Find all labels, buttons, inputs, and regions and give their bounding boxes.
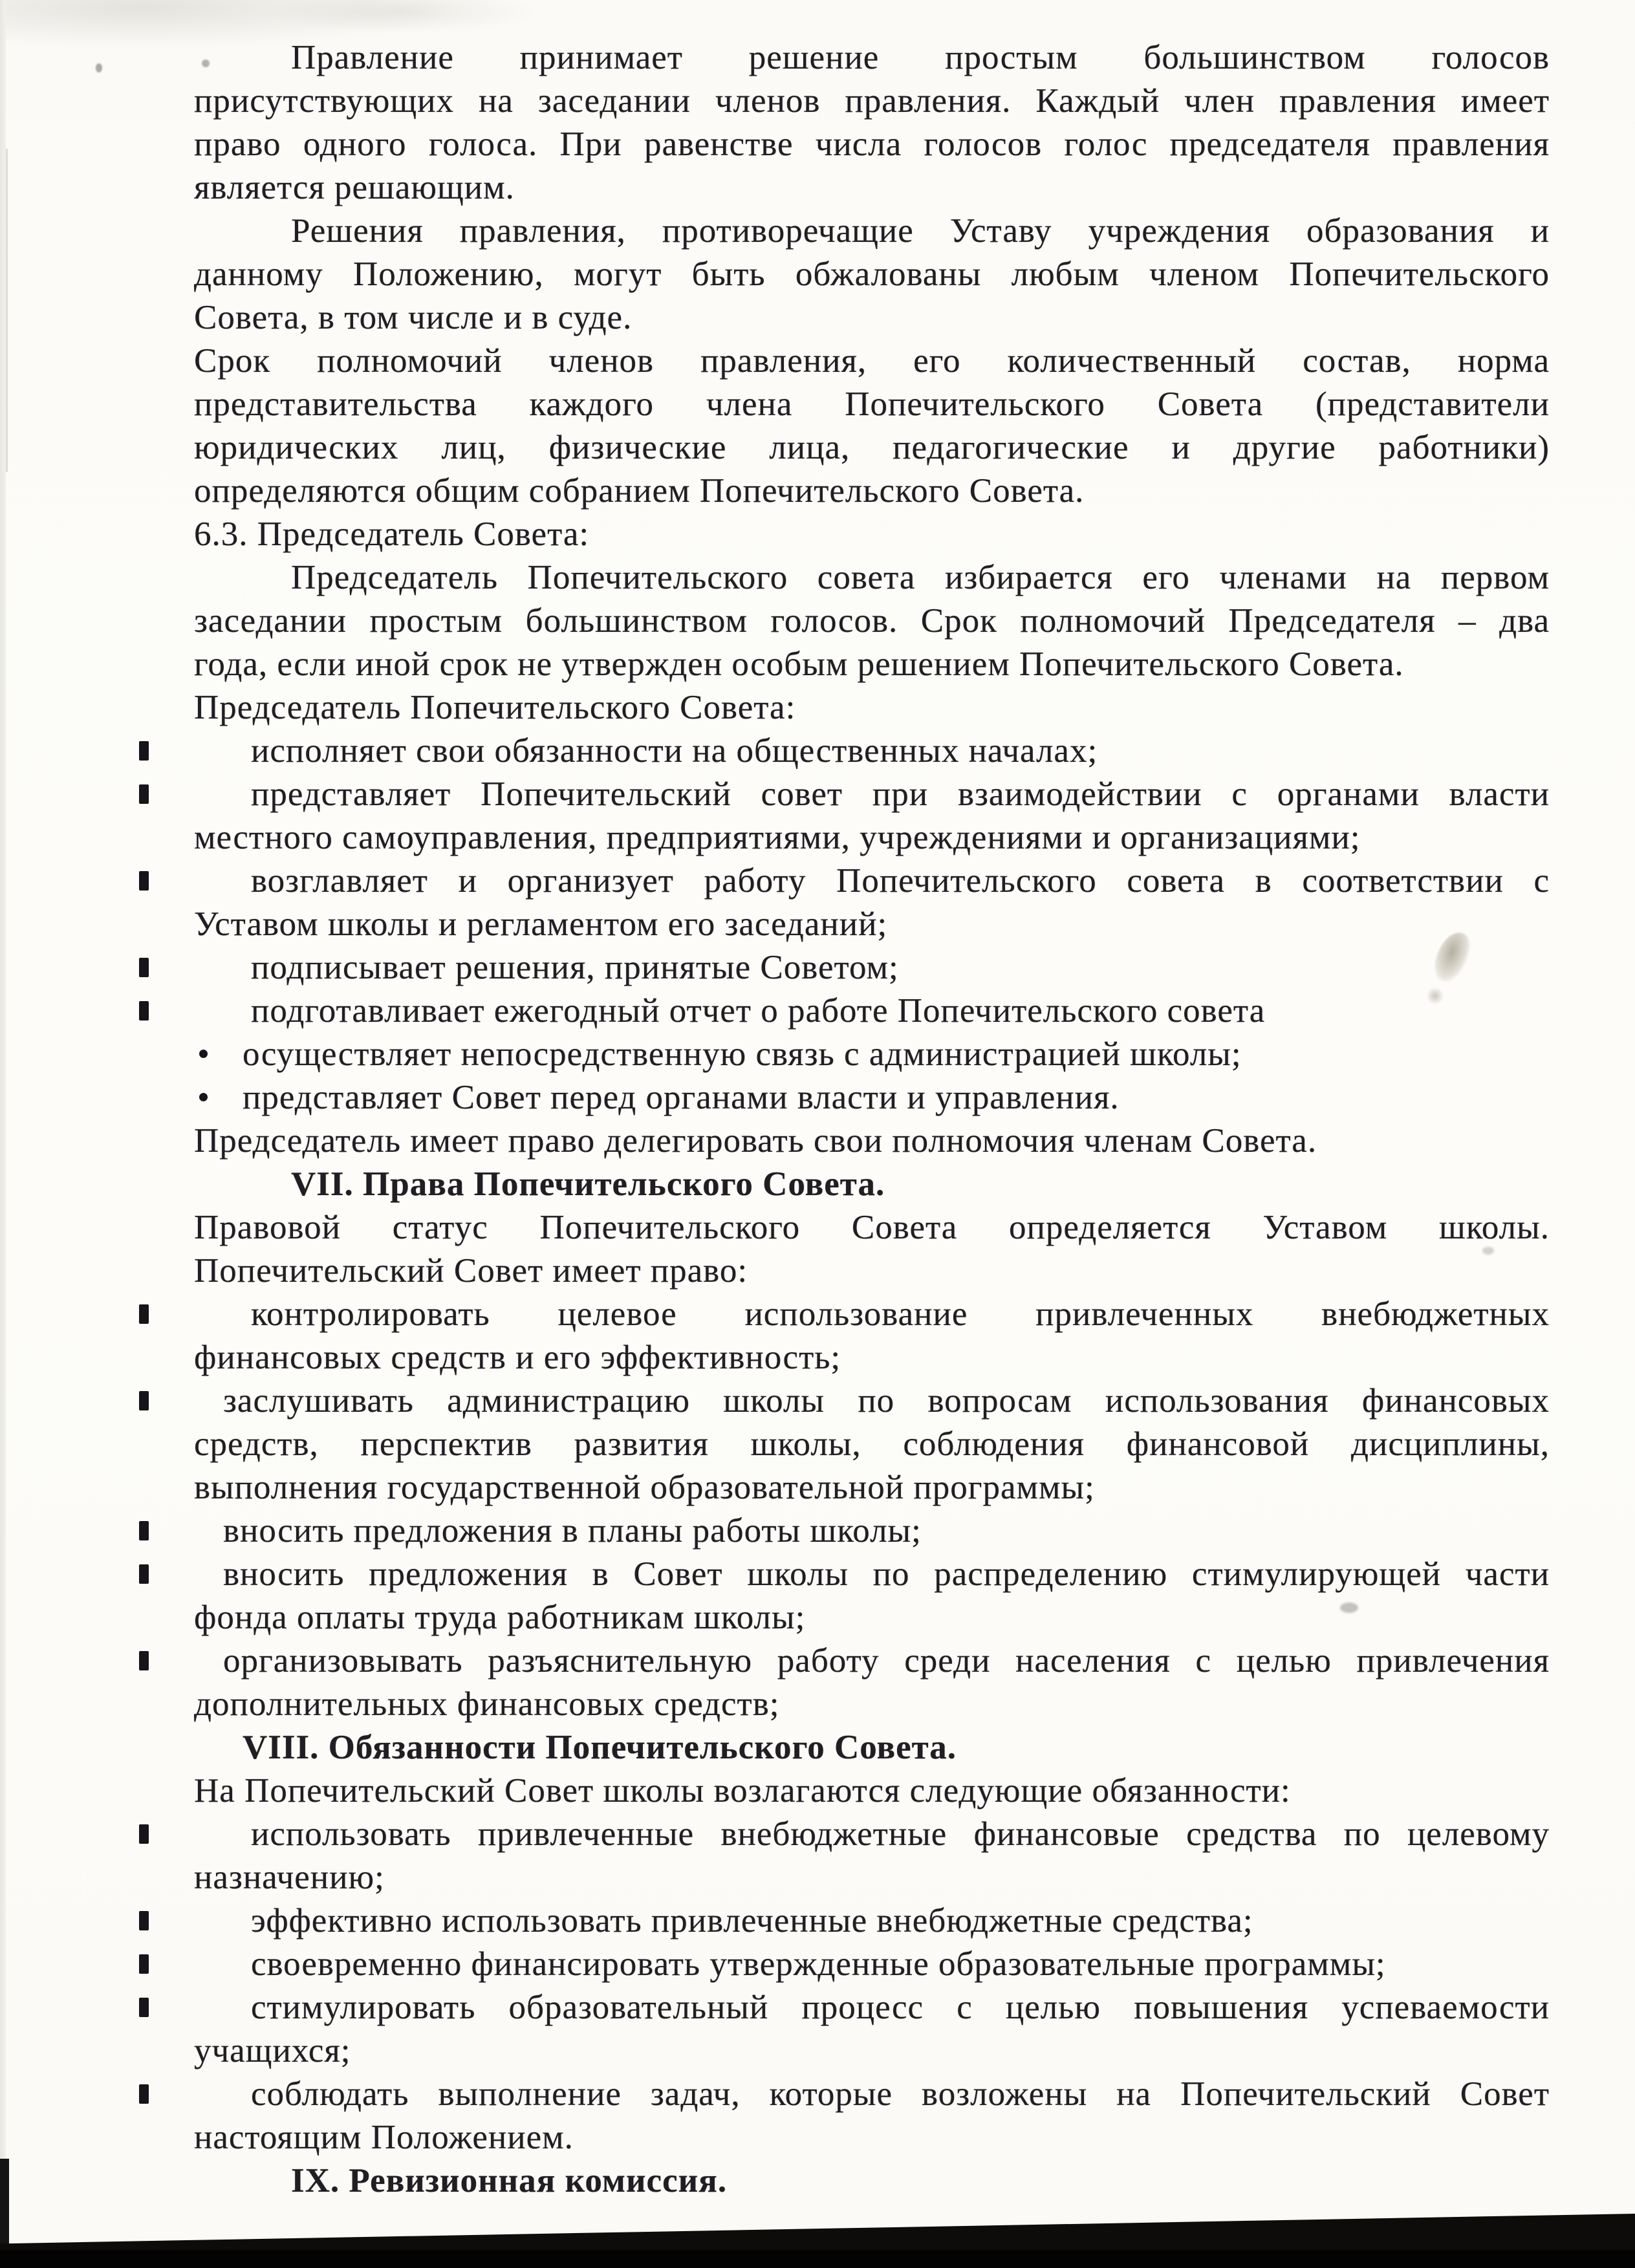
paragraph: [194, 686, 1550, 729]
text-line: финансовых средств и его эффективность;: [194, 1339, 841, 1376]
text-line: VIII. Обязанности Попечительского Совета.: [243, 1729, 957, 1766]
text-line: стимулировать образовательный процесс с целью повышения успеваемости: [251, 1989, 1550, 2026]
text-line: настоящим Положением.: [194, 2119, 574, 2156]
list-item-round: [194, 1033, 1550, 1076]
text-line: представительства каждого члена Попечительского Совета (представители: [194, 385, 1550, 423]
list-item-square: [194, 946, 1550, 989]
paragraph: [194, 1206, 1550, 1293]
text-line: Попечительский Совет имеет право:: [194, 1252, 748, 1290]
text-line: подготавливает ежегодный отчет о работе Попечительского совета: [251, 992, 1266, 1030]
text-line: IX. Ревизионная комиссия.: [291, 2162, 728, 2199]
text-line: представляет Попечительский совет при взаимодействии с органами власти: [251, 775, 1550, 813]
text-line: своевременно финансировать утвержденные образовательные программы;: [251, 1945, 1386, 1983]
text-line: организовывать разъяснительную работу среди населения с целью привлечения: [223, 1642, 1550, 1679]
list-item-square: [194, 1986, 1550, 2073]
text-line: назначению;: [194, 1859, 385, 1896]
list-item-square: [194, 1899, 1550, 1943]
square-bullet-icon: [139, 958, 149, 977]
text-line: учащихся;: [194, 2032, 351, 2069]
text-line: 6.3. Председатель Совета:: [194, 515, 590, 553]
text-line: Председатель имеет право делегировать свои полномочия членам Совета.: [194, 1122, 1317, 1160]
text-line: юридических лиц, физические лица, педагогические и другие работники): [194, 429, 1550, 466]
text-line: Председатель Попечительского Совета:: [194, 689, 796, 726]
list-item-square: [194, 1553, 1550, 1639]
text-line: заседании простым большинством голосов. Срок полномочий Председателя – два: [194, 602, 1550, 640]
text-line: дополнительных финансовых средств;: [194, 1685, 780, 1723]
list-item-square: [194, 1813, 1550, 1899]
text-line: использовать привлеченные внебюджетные финансовые средства по целевому: [251, 1815, 1550, 1853]
text-line: соблюдать выполнение задач, которые возложены на Попечительский Совет: [251, 2075, 1550, 2113]
text-line: Председатель Попечительского совета избирается его членами на первом: [291, 559, 1550, 596]
text-line: заслушивать администрацию школы по вопросам использования финансовых: [223, 1382, 1550, 1420]
square-bullet-icon: [139, 1954, 149, 1974]
square-bullet-icon: [139, 1304, 149, 1324]
scan-artifact: [6, 149, 8, 472]
paragraph: [194, 340, 1550, 513]
text-line: Срок полномочий членов правления, его количественный состав, норма: [194, 342, 1550, 380]
bottom-scan-band-edge: [0, 2250, 1635, 2268]
text-line: Совета, в том числе и в суде.: [194, 299, 633, 336]
square-bullet-icon: [139, 871, 149, 891]
text-line: местного самоуправления, предприятиями, учреждениями и организациями;: [194, 819, 1361, 856]
text-line: данному Положению, могут быть обжалованы любым членом Попечительского: [194, 255, 1550, 293]
text-line: исполняет свои обязанности на общественных началах;: [251, 732, 1098, 770]
text-line: выполнения государственной образовательной программы;: [194, 1469, 1095, 1506]
square-bullet-icon: [139, 1998, 149, 2017]
section-heading: [194, 1726, 1550, 1769]
paragraph: [194, 556, 1550, 686]
list-item-square: [194, 1379, 1550, 1509]
text-line: присутствующих на заседании членов правления. Каждый член правления имеет: [194, 82, 1550, 120]
square-bullet-icon: [139, 1911, 149, 1930]
square-bullet-icon: [139, 1651, 149, 1670]
text-line: вносить предложения в Совет школы по распределению стимулирующей части: [223, 1555, 1550, 1593]
text-line: фонда оплаты труда работникам школы;: [194, 1599, 806, 1636]
square-bullet-icon: [139, 1564, 149, 1584]
list-item-square: [194, 729, 1550, 773]
text-line: Правовой статус Попечительского Совета определяется Уставом школы.: [194, 1209, 1550, 1246]
list-item-square: [194, 1943, 1550, 1986]
list-item-square: [194, 859, 1550, 946]
section-heading: [194, 2159, 1550, 2203]
text-line: Решения правления, противоречащие Уставу учреждения образования и: [291, 212, 1550, 250]
text-line: На Попечительский Совет школы возлагаются следующие обязанности:: [194, 1772, 1291, 1809]
square-bullet-icon: [139, 1001, 149, 1021]
text-line: представляет Совет перед органами власти и управления.: [243, 1079, 1120, 1116]
paragraph: [194, 210, 1550, 340]
text-line: возглавляет и организует работу Попечительского совета в соответствии с: [251, 862, 1550, 900]
text-line: определяются общим собранием Попечительского Совета.: [194, 472, 1085, 510]
square-bullet-icon: [139, 2084, 149, 2104]
square-bullet-icon: [139, 741, 149, 761]
list-item-square: [194, 1509, 1550, 1553]
list-item-square: [194, 1293, 1550, 1379]
text-line: Правление принимает решение простым большинством голосов: [291, 39, 1550, 76]
list-item-square: [194, 989, 1550, 1033]
square-bullet-icon: [139, 1391, 149, 1410]
text-line: вносить предложения в планы работы школы;: [223, 1512, 922, 1550]
round-bullet-icon: [199, 1050, 208, 1058]
text-line: средств, перспектив развития школы, соблюдения финансовой дисциплины,: [194, 1425, 1550, 1463]
text-line: является решающим.: [194, 169, 515, 206]
text-line: года, если иной срок не утвержден особым решением Попечительского Совета.: [194, 645, 1404, 683]
list-item-square: [194, 2073, 1550, 2159]
list-item-square: [194, 773, 1550, 859]
list-item-square: [194, 1639, 1550, 1726]
text-line: контролировать целевое использование привлеченных внебюджетных: [251, 1295, 1550, 1333]
round-bullet-icon: [199, 1093, 208, 1101]
paragraph: [194, 1769, 1550, 1813]
list-item-round: [194, 1076, 1550, 1119]
scan-artifact: [96, 63, 102, 72]
document-text: [194, 36, 1550, 2203]
section-heading: [194, 1163, 1550, 1206]
text-line: осуществляет непосредственную связь с администрацией школы;: [243, 1035, 1242, 1073]
paragraph: [194, 513, 1550, 556]
square-bullet-icon: [139, 1521, 149, 1540]
text-line: подписывает решения, принятые Советом;: [251, 949, 899, 986]
page-left-edge-shadow: [0, 0, 6, 2268]
square-bullet-icon: [139, 784, 149, 804]
text-line: VII. Права Попечительского Совета.: [291, 1165, 885, 1203]
text-line: Уставом школы и регламентом его заседаний;: [194, 905, 888, 943]
square-bullet-icon: [139, 1824, 149, 1844]
text-line: эффективно использовать привлеченные внебюджетные средства;: [251, 1902, 1253, 1939]
paragraph: [194, 36, 1550, 210]
text-line: право одного голоса. При равенстве числа голосов голос председателя правления: [194, 125, 1550, 163]
paragraph: [194, 1119, 1550, 1163]
